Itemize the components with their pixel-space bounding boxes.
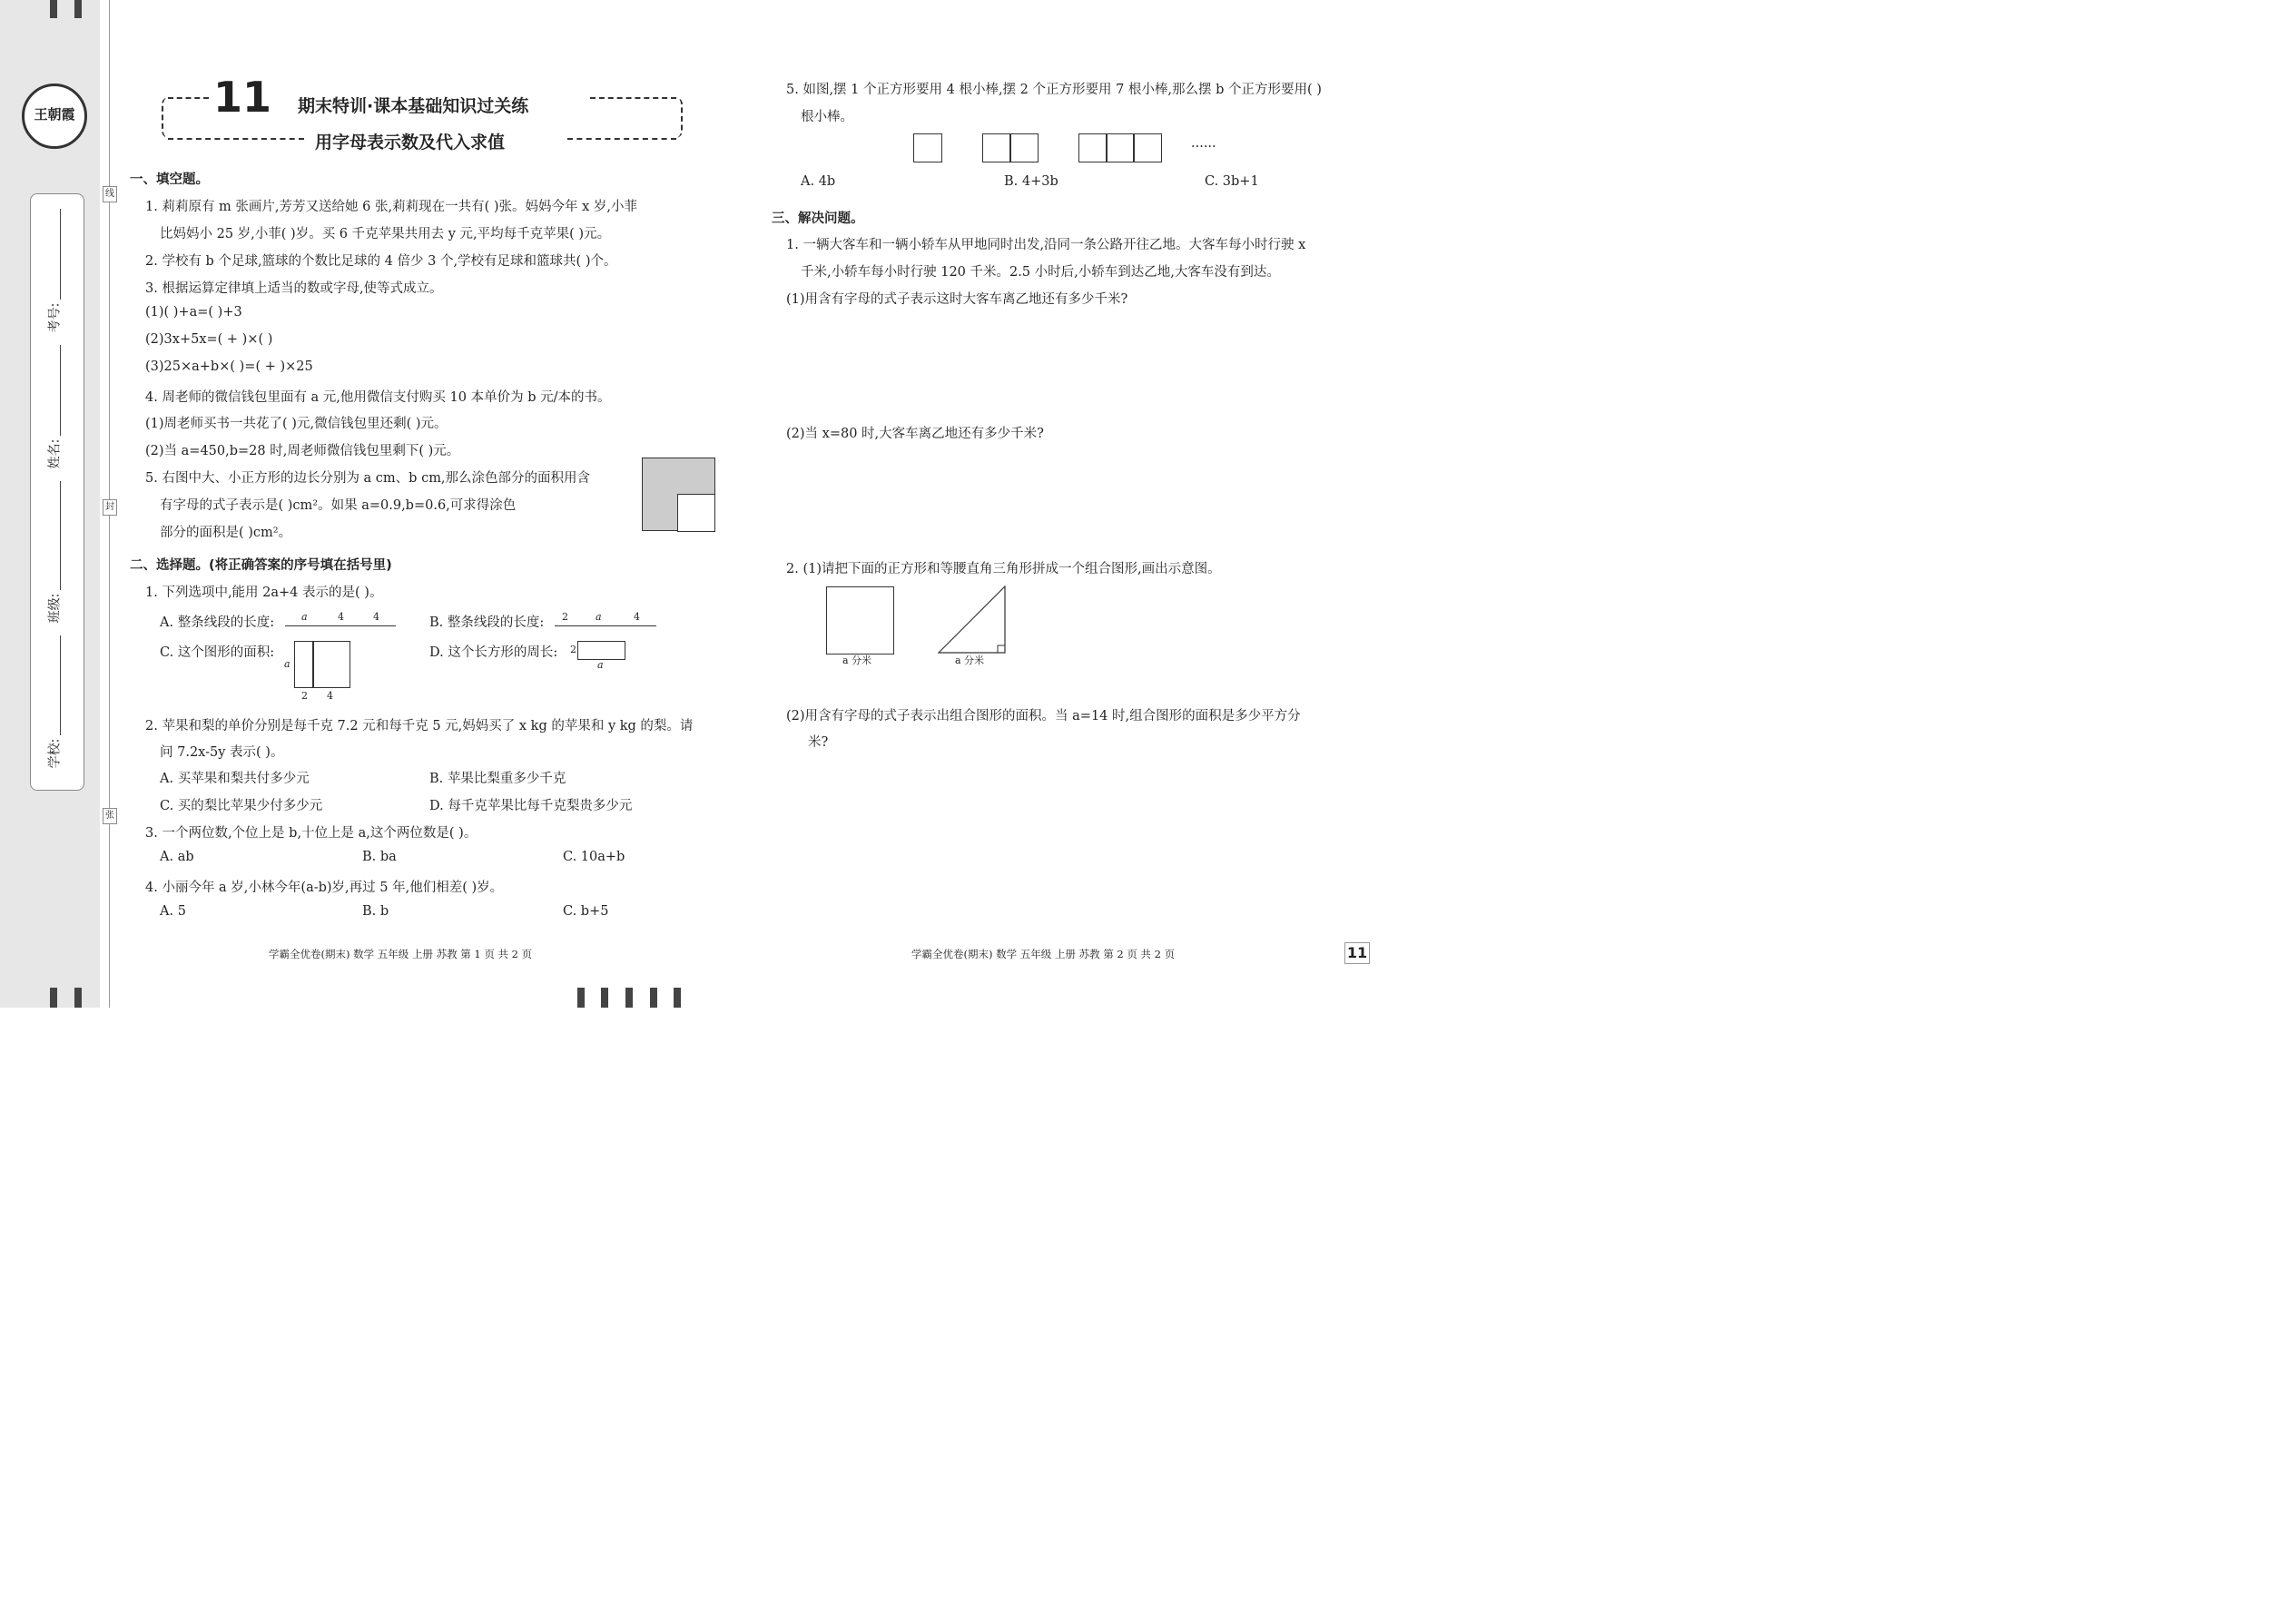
registration-mark: [601, 988, 608, 1008]
header-dash-bottom-right: [567, 138, 676, 140]
header-dash-top-right: [590, 97, 676, 99]
three-square-figure-1: [1078, 133, 1108, 162]
publisher-logo: [22, 84, 87, 149]
q4: 4. 周老师的微信钱包里面有 a 元,他用微信支付购买 10 本单价为 b 元/本的书。: [145, 390, 611, 405]
p2-part2-line1: (2)用含有字母的式子表示出组合图形的面积。当 a=14 时,组合图形的面积是多少平方分: [786, 709, 1301, 723]
c1-option-b: B. 整条线段的长度:: [429, 615, 545, 630]
registration-mark: [50, 988, 57, 1008]
small-square-figure: [677, 494, 715, 532]
segment-b-line: [555, 625, 656, 626]
exam-subtitle: 用字母表示数及代入求值: [315, 133, 506, 153]
figure-d-left-label: 2: [570, 644, 576, 655]
square-side-label: a 分米: [842, 655, 872, 666]
section-problems: 三、解决问题。: [772, 212, 864, 226]
exam-number-label: 考号:: [47, 302, 63, 333]
q2: 2. 学校有 b 个足球,篮球的个数比足球的 4 倍少 3 个,学校有足球和篮球共( )个。: [145, 254, 617, 269]
student-info-box: [30, 193, 84, 791]
c5-line2: 根小棒。: [801, 110, 853, 124]
p1-part1: (1)用含有字母的式子表示这时大客车离乙地还有多少千米?: [786, 292, 1128, 307]
seal-mark-line: 线: [103, 186, 117, 202]
q1-line2: 比妈妈小 25 岁,小菲( )岁。买 6 千克苹果共用去 y 元,平均每千克苹果( )元。: [160, 227, 611, 241]
c5-line1: 5. 如图,摆 1 个正方形要用 4 根小棒,摆 2 个正方形要用 7 根小棒,那么摆 b 个正方形要用( ): [786, 83, 1322, 97]
c2-option-a: A. 买苹果和梨共付多少元: [160, 772, 310, 786]
segment-a-label-2: 4: [338, 611, 344, 623]
c4-option-a: A. 5: [160, 904, 186, 919]
segment-b-label-2: a: [596, 611, 602, 623]
q3-1: (1)( )+a=( )+3: [145, 305, 242, 320]
page-number-badge: 11: [1344, 942, 1370, 964]
figure-c-side-label: a: [284, 658, 290, 670]
q5-line1: 5. 右图中大、小正方形的边长分别为 a cm、b cm,那么涂色部分的面积用含: [145, 471, 591, 486]
q4-2: (2)当 a=450,b=28 时,周老师微信钱包里剩下( )元。: [145, 444, 460, 458]
registration-mark: [74, 0, 82, 18]
c3-option-a: A. ab: [160, 850, 194, 864]
header-dash-top-left: [168, 97, 209, 99]
c3-option-c: C. 10a+b: [563, 850, 625, 864]
name-label: 姓名:: [47, 438, 63, 469]
c4: 4. 小丽今年 a 岁,小林今年(a-b)岁,再过 5 年,他们相差( )岁。: [145, 881, 504, 895]
school-line: [60, 635, 61, 735]
p2-part2-line2: 米?: [808, 735, 829, 750]
c2-line1: 2. 苹果和梨的单价分别是每千克 7.2 元和每千克 5 元,妈妈买了 x kg 的苹果和 y kg 的梨。请: [145, 719, 694, 733]
school-label: 学校:: [47, 738, 63, 769]
segment-a-label-1: a: [301, 611, 308, 623]
name-line: [60, 345, 61, 436]
left-footer: 学霸全优卷(期末) 数学 五年级 上册 苏教 第 1 页 共 2 页: [269, 948, 533, 960]
class-label: 班级:: [47, 593, 63, 624]
figure-c-width-1: 2: [301, 690, 308, 702]
figure-c-width-2: 4: [327, 690, 333, 702]
c3: 3. 一个两位数,个位上是 b,十位上是 a,这个两位数是( )。: [145, 826, 478, 841]
section-fill-blank: 一、填空题。: [130, 172, 209, 187]
figure-d-bottom-label: a: [597, 659, 604, 671]
p1-line2: 千米,小轿车每小时行驶 120 千米。2.5 小时后,小轿车到达乙地,大客车没有到达。: [801, 265, 1280, 280]
exam-title: 期末特训·课本基础知识过关练: [298, 96, 529, 116]
q5-line2: 有字母的式子表示是( )cm²。如果 a=0.9,b=0.6,可求得涂色: [160, 498, 517, 513]
p1-line1: 1. 一辆大客车和一辆小轿车从甲地同时出发,沿同一条公路开往乙地。大客车每小时行驶 x: [786, 238, 1306, 252]
seal-mark-seal: 封: [103, 499, 117, 516]
registration-mark: [74, 988, 82, 1008]
continuation-dots: ......: [1191, 136, 1216, 151]
exam-number-line: [60, 209, 61, 300]
header-bracket-right: [672, 97, 683, 138]
registration-mark: [674, 988, 681, 1008]
segment-b-label-3: 4: [634, 611, 640, 623]
c2-option-c: C. 买的梨比苹果少付多少元: [160, 799, 323, 813]
two-square-figure-2: [1009, 133, 1039, 162]
two-square-figure-1: [982, 133, 1011, 162]
c4-option-b: B. b: [362, 904, 389, 919]
registration-mark: [50, 0, 57, 18]
c2-line2: 问 7.2x-5y 表示( )。: [160, 745, 284, 760]
rectangle-figure-c-right: [312, 641, 350, 688]
square-figure: [826, 586, 894, 655]
p2-part1: 2. (1)请把下面的正方形和等腰直角三角形拼成一个组合图形,画出示意图。: [786, 562, 1221, 576]
registration-mark: [650, 988, 657, 1008]
right-footer: 学霸全优卷(期末) 数学 五年级 上册 苏教 第 2 页 共 2 页: [911, 948, 1176, 960]
c1-option-c: C. 这个图形的面积:: [160, 645, 275, 660]
triangle-side-label: a 分米: [955, 655, 985, 666]
three-square-figure-3: [1133, 133, 1162, 162]
c1-option-d: D. 这个长方形的周长:: [429, 645, 558, 660]
c2-option-b: B. 苹果比梨重多少千克: [429, 772, 566, 786]
q4-1: (1)周老师买书一共花了( )元,微信钱包里还剩( )元。: [145, 417, 448, 431]
isosceles-right-triangle: [938, 586, 1007, 655]
c1-option-a: A. 整条线段的长度:: [160, 615, 275, 630]
rectangle-figure-d: [577, 641, 625, 660]
logo-text: 王朝霞: [34, 106, 75, 123]
segment-a-line: [285, 625, 396, 626]
c4-option-c: C. b+5: [563, 904, 609, 919]
c3-option-b: B. ba: [362, 850, 397, 864]
rectangle-figure-c-left: [294, 641, 314, 688]
section-choice: 二、选择题。(将正确答案的序号填在括号里): [130, 558, 392, 573]
segment-a-label-3: 4: [373, 611, 379, 623]
c1: 1. 下列选项中,能用 2a+4 表示的是( )。: [145, 586, 383, 600]
three-square-figure-2: [1106, 133, 1135, 162]
c2-option-d: D. 每千克苹果比每千克梨贵多少元: [429, 799, 633, 813]
q5-line3: 部分的面积是( )cm²。: [160, 526, 292, 540]
q1-line1: 1. 莉莉原有 m 张画片,芳芳又送给她 6 张,莉莉现在一共有( )张。妈妈今年 x 岁,小菲: [145, 200, 637, 214]
segment-b-label-1: 2: [562, 611, 568, 623]
one-square-figure: [913, 133, 942, 162]
header-dash-bottom-left: [168, 138, 304, 140]
q3-2: (2)3x+5x=( + )×( ): [145, 332, 273, 347]
q3-3: (3)25×a+b×( )=( + )×25: [145, 359, 313, 374]
c5-option-a: A. 4b: [801, 174, 836, 189]
registration-mark: [577, 988, 585, 1008]
registration-mark: [625, 988, 633, 1008]
class-line: [60, 481, 61, 590]
header-bracket-left: [162, 97, 172, 138]
exam-number: 11: [213, 73, 272, 122]
c5-option-b: B. 4+3b: [1004, 174, 1058, 189]
c5-option-c: C. 3b+1: [1205, 174, 1259, 189]
seal-mark-sheet: 张: [103, 808, 117, 824]
p1-part2: (2)当 x=80 时,大客车离乙地还有多少千米?: [786, 427, 1044, 441]
q3: 3. 根据运算定律填上适当的数或字母,使等式成立。: [145, 281, 443, 296]
